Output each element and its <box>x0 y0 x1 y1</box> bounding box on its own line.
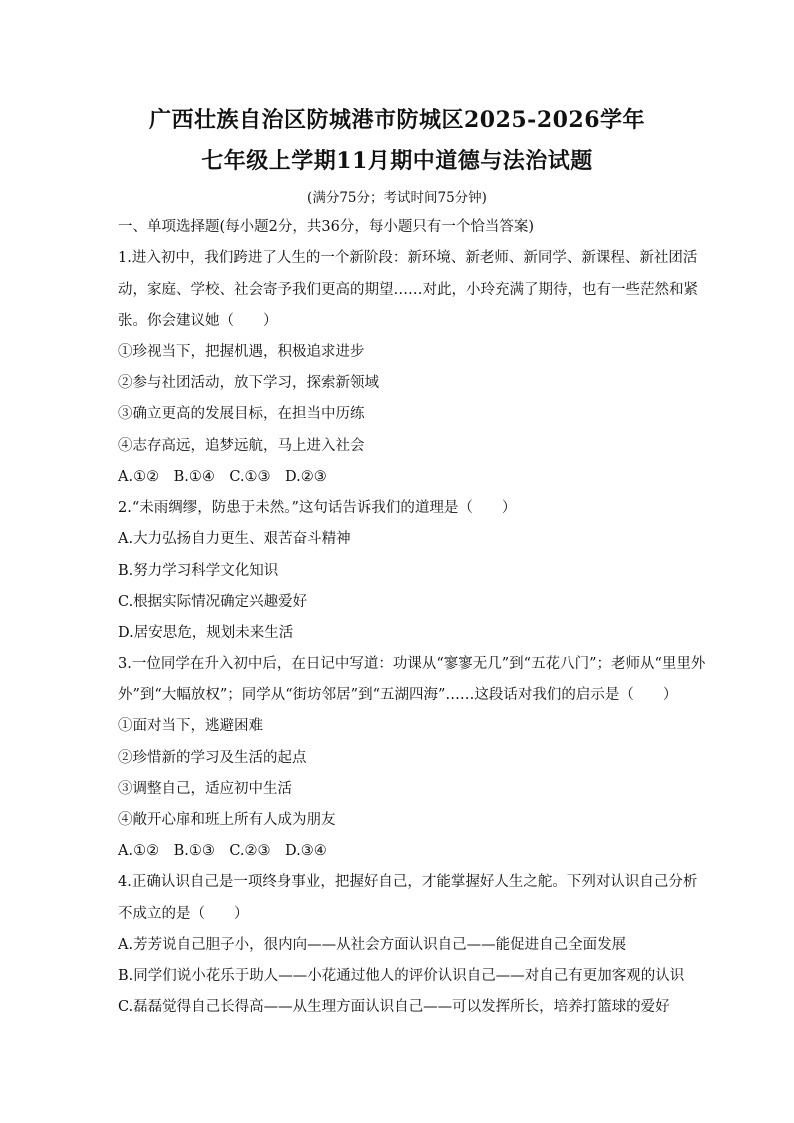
q2-stem: 2.“未雨绸缪，防患于未然。”这句话告诉我们的道理是（ ） <box>118 500 517 516</box>
exam-title-line2: 七年级上学期11月期中道德与法治试题 <box>201 148 593 174</box>
q4-option-b: B.同学们说小花乐于助人——小花通过他人的评价认识自己——对自己有更加客观的认识 <box>118 968 685 984</box>
q1-statement-2: ②参与社团活动，放下学习，探索新领域 <box>118 375 379 391</box>
q2-option-d: D.居安思危，规划未来生活 <box>118 625 294 641</box>
q1-stem-line2: 动，家庭、学校、社会寄予我们更高的期望……对此，小玲充满了期待，也有一些茫然和紧 <box>118 282 698 298</box>
q3-statement-1: ①面对当下，逃避困难 <box>118 718 263 734</box>
q3-options: A.①② B.①③ C.②③ D.③④ <box>118 843 327 859</box>
q1-options: A.①② B.①④ C.①③ D.②③ <box>118 469 327 485</box>
q1-stem-line1: 1.进入初中，我们跨进了人生的一个新阶段：新环境、新老师、新同学、新课程、新社团活 <box>118 250 698 266</box>
section-heading: 一、单项选择题(每小题2分，共36分，每小题只有一个恰当答案) <box>118 219 534 235</box>
q3-statement-2: ②珍惜新的学习及生活的起点 <box>118 750 307 766</box>
q4-option-c: C.磊磊觉得自己长得高——从生理方面认识自己——可以发挥所长，培养打篮球的爱好 <box>118 999 670 1015</box>
exam-title-line1: 广西壮族自治区防城港市防城区2025-2026学年 <box>148 107 646 133</box>
exam-subtitle: (满分75分；考试时间75分钟) <box>307 190 487 206</box>
q3-stem-line2: 外”到“大幅放权”；同学从“街坊邻居”到“五湖四海”……这段话对我们的启示是（ ） <box>118 687 678 703</box>
q1-statement-1: ①珍视当下，把握机遇，积极追求进步 <box>118 344 365 360</box>
q1-statement-3: ③确立更高的发展目标，在担当中历练 <box>118 406 365 422</box>
q1-stem-line3: 张。你会建议她（ ） <box>118 313 278 329</box>
q2-option-a: A.大力弘扬自力更生、艰苦奋斗精神 <box>118 531 351 547</box>
q3-statement-3: ③调整自己，适应初中生活 <box>118 781 292 797</box>
q4-stem-line2: 不成立的是（ ） <box>118 906 249 922</box>
q3-statement-4: ④敞开心扉和班上所有人成为朋友 <box>118 812 336 828</box>
q4-option-a: A.芳芳说自己胆子小，很内向——从社会方面认识自己——能促进自己全面发展 <box>118 937 627 953</box>
q2-option-c: C.根据实际情况确定兴趣爱好 <box>118 594 308 610</box>
q2-option-b: B.努力学习科学文化知识 <box>118 563 279 579</box>
q3-stem-line1: 3.一位同学在升入初中后，在日记中写道：功课从“寥寥无几”到“五花八门”；老师从“里里外 <box>118 656 706 672</box>
q4-stem-line1: 4.正确认识自己是一项终身事业，把握好自己，才能掌握好人生之舵。下列对认识自己分析 <box>118 874 698 890</box>
q1-statement-4: ④志存高远，追梦远航，马上进入社会 <box>118 438 365 454</box>
